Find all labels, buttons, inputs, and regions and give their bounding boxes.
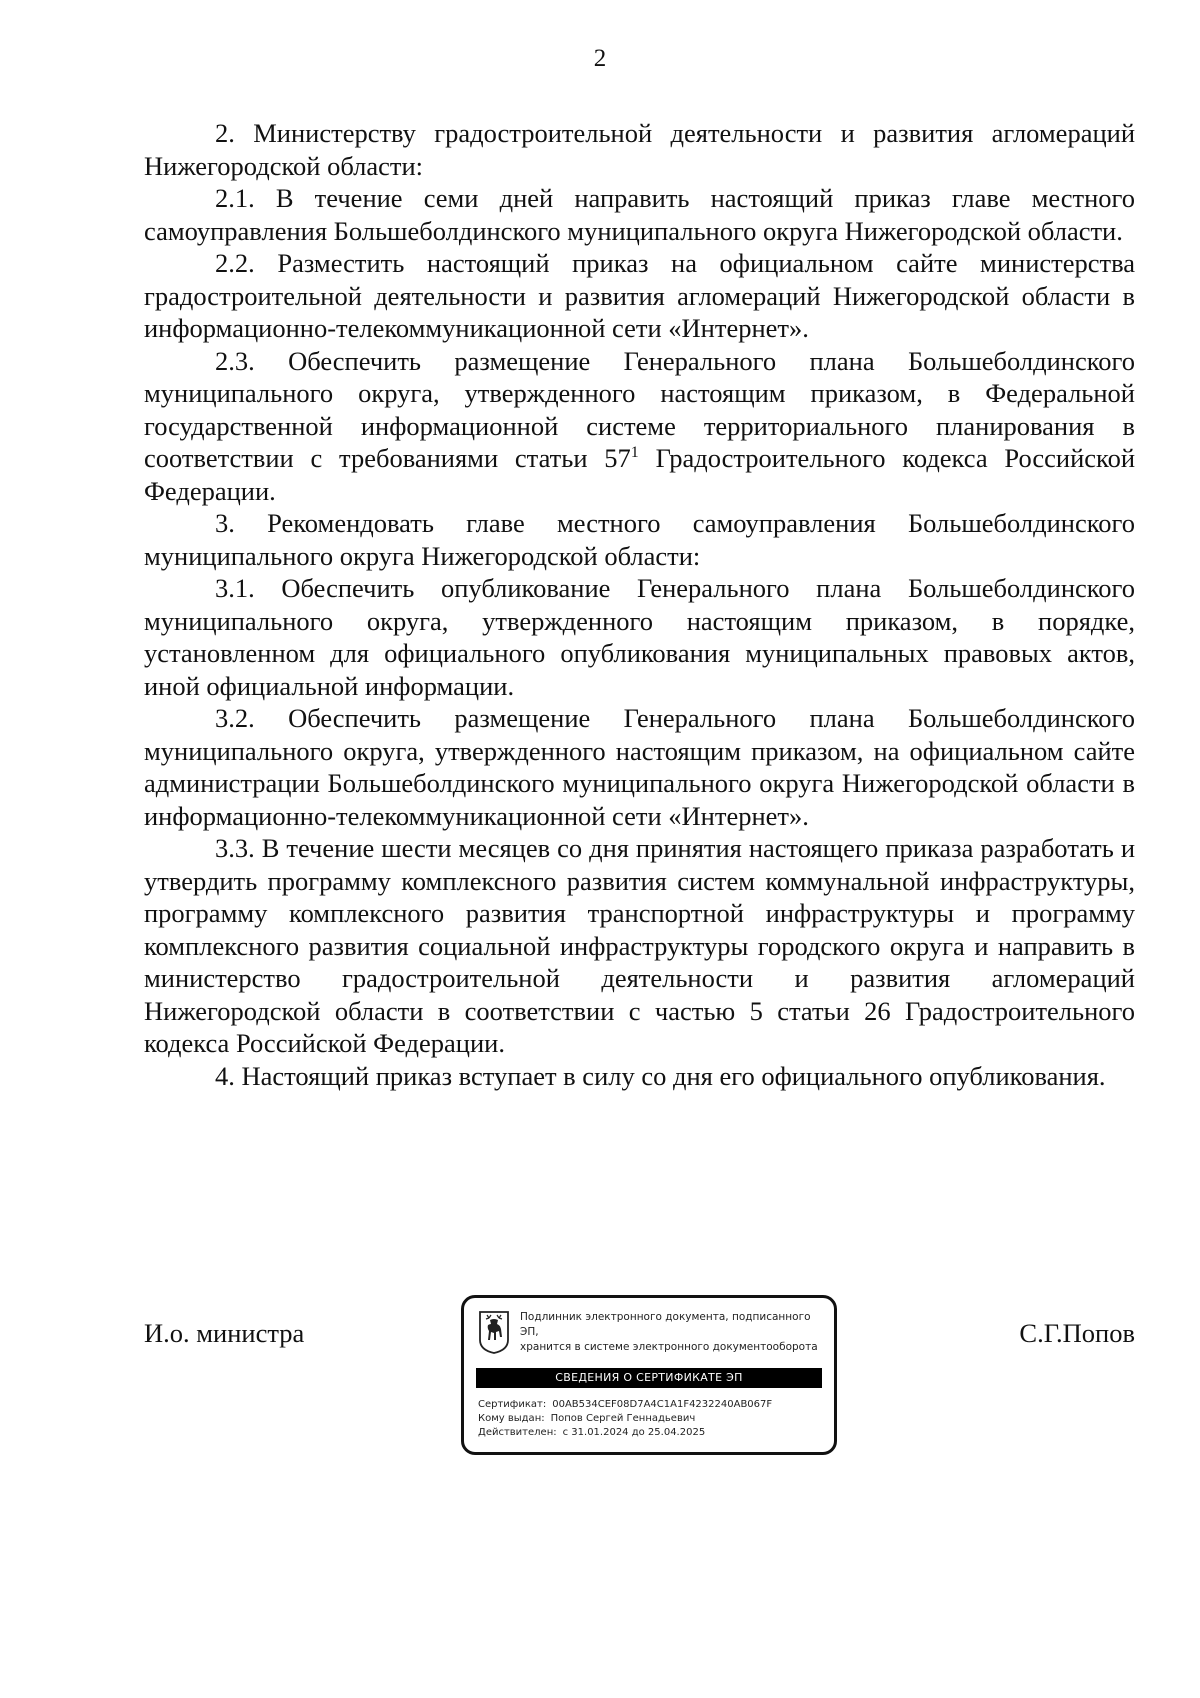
stamp-header <box>520 1310 830 1355</box>
issued-to-value: Попов Сергей Геннадьевич <box>550 1413 696 1424</box>
paragraph-3: 3. Рекомендовать главе местного самоуправления Большеболдинского муниципального округа Нижегородской области: <box>144 508 1135 571</box>
issued-to-line <box>478 1412 828 1426</box>
certificate-line <box>478 1398 828 1412</box>
signature-block <box>144 1295 1135 1465</box>
paragraph-3-3: 3.3. В течение шести месяцев со дня принятия настоящего приказа разработать и утвердить программу комплексного развития систем коммунальной инфраструктуры, программу комплексного развития транспортной инфраструктуры и программу комплексного развития социальной инфраструктуры городского округа и направить в министерство градостроительной деятельности и развития агломераций Нижегородской области в соответствии с частью 5 статьи 26 Градостроительного кодекса Российской Федерации. <box>144 833 1135 1058</box>
validity-line <box>478 1426 828 1440</box>
page-number: 2 <box>593 45 607 72</box>
paragraph-4: 4. Настоящий приказ вступает в силу со дня его официального опубликования. <box>215 1060 1106 1091</box>
signer-name: С.Г.Попов <box>1019 1318 1135 1348</box>
paragraph-2-1: 2.1. В течение семи дней направить настоящий приказ главе местного самоуправления Большеболдинского муниципального округа Нижегородской области. <box>144 183 1135 246</box>
paragraph-2-3 <box>144 345 1135 508</box>
validity-value: с 31.01.2024 до 25.04.2025 <box>562 1427 706 1438</box>
electronic-signature-stamp <box>461 1295 837 1455</box>
stamp-header-line-2: хранится в системе электронного документооборота <box>520 1341 818 1353</box>
certificate-value: 00AB534CEF08D7A4C1A1F4232240AB067F <box>552 1399 773 1410</box>
deer-emblem-icon <box>478 1310 510 1354</box>
paragraph-2: 2. Министерству градостроительной деятельности и развития агломераций Нижегородской области: <box>144 118 1135 181</box>
order-body <box>144 117 1135 1092</box>
paragraph-3-1: 3.1. Обеспечить опубликование Генерального плана Большеболдинского муниципального округа, утвержденного настоящим приказом, в порядке, установленном для официального опубликования муниципальных правовых актов, иной официальной информации. <box>144 573 1135 701</box>
paragraph-3-2: 3.2. Обеспечить размещение Генерального плана Большеболдинского муниципального округа, утвержденного настоящим приказом, на официальном сайте администрации Большеболдинского муниципального округа Нижегородской области в информационно-телекоммуникационной сети «Интернет». <box>144 703 1135 831</box>
certificate-label: Сертификат: <box>478 1399 547 1410</box>
signer-position: И.о. министра <box>144 1318 305 1348</box>
certificate-info-bar: СВЕДЕНИЯ О СЕРТИФИКАТЕ ЭП <box>476 1368 822 1388</box>
certificate-details <box>478 1398 828 1440</box>
issued-to-label: Кому выдан: <box>478 1413 545 1424</box>
article-superscript: 1 <box>630 444 639 462</box>
validity-label: Действителен: <box>478 1427 557 1438</box>
stamp-header-line-1: Подлинник электронного документа, подписанного ЭП, <box>520 1311 811 1338</box>
paragraph-2-3-text-end: Градостроительного кодекса Российской Федерации. <box>144 443 1136 506</box>
paragraph-2-3-text: 2.3. Обеспечить размещение Генерального плана Большеболдинского муниципального округа, утвержденного настоящим приказом, в Федеральной государственной информационной системе территориального планирования в соответствии с требованиями статьи 57 <box>144 345 1135 473</box>
paragraph-2-2: 2.2. Разместить настоящий приказ на официальном сайте министерства градостроительной деятельности и развития агломераций Нижегородской области в информационно-телекоммуникационной сети «Интернет». <box>144 248 1135 343</box>
